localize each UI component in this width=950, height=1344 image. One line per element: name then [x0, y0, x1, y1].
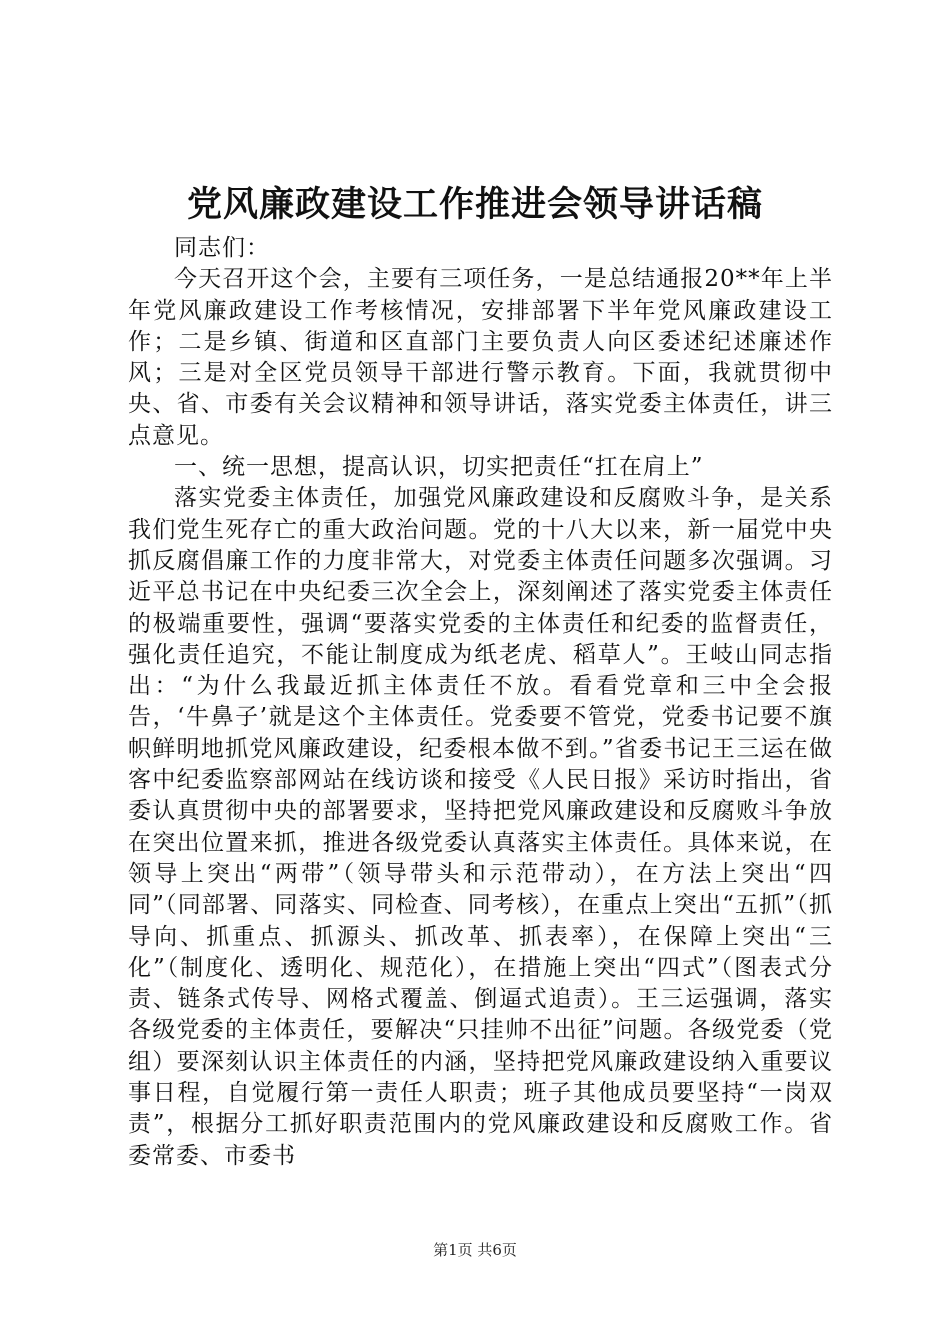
page-footer: 第1页 共6页 [433, 1241, 517, 1259]
document-title: 党风廉政建设工作推进会领导讲话稿 [186, 184, 763, 225]
salutation: 同志们： [174, 235, 270, 261]
section-heading-1: 一、统一思想，提高认识，切实把责任“扛在肩上” [174, 454, 704, 481]
document-body [128, 233, 833, 1172]
paragraph-section-1: 落实党委主体责任，加强党风廉政建设和反腐败斗争，是关系我们党生死存亡的重大政治问题。党的十八大以来，新一届党中央抓反腐倡廉工作的力度非常大，对党委主体责任问题多次强调。习近平总书记在中央纪委三次全会上，深刻阐述了落实党委主体责任的极端重要性，强调“要落实党委的主体责任和纪委的监督责任，强化责任追究，不能让制度成为纸老虎、稻草人”。王岐山同志指出：“为什么我最近抓主体责任不放。看看党章和三中全会报告，‘牛鼻子’就是这个主体责任。党委要不管党，党委书记要不旗帜鲜明地抓党风廉政建设，纪委根本做不到。”省委书记王三运在做客中纪委监察部网站在线访谈和接受《人民日报》采访时指出，省委认真贯彻中央的部署要求，坚持把党风廉政建设和反腐败斗争放在突出位置来抓，推进各级党委认真落实主体责任。具体来说，在领导上突出“两带”（领导带头和示范带动），在方法上突出“四同”（同部署、同落实、同检查、同考核），在重点上突出“五抓”（抓导向、抓重点、抓源头、抓改革、抓表率），在保障上突出“三化”（制度化、透明化、规范化），在措施上突出“四式”（图表式分责、链条式传导、网格式覆盖、倒逼式追责）。王三运强调，落实各级党委的主体责任，要解决“只挂帅不出征”问题。各级党委（党组）要深刻认识主体责任的内涵，坚持把党风廉政建设纳入重要议事日程，自觉履行第一责任人职责；班子其他成员要坚持“一岗双责”，根据分工抓好职责范围内的党风廉政建设和反腐败工作。省委常委、市委书 [128, 485, 833, 1169]
paragraph-intro: 今天召开这个会，主要有三项任务，一是总结通报20**年上半年党风廉政建设工作考核情况，安排部署下半年党风廉政建设工作；二是乡镇、街道和区直部门主要负责人向区委述纪述廉述作风；三是对全区党员领导干部进行警示教育。下面，我就贯彻中央、省、市委有关会议精神和领导讲话，落实党委主体责任，讲三点意见。 [128, 266, 833, 449]
